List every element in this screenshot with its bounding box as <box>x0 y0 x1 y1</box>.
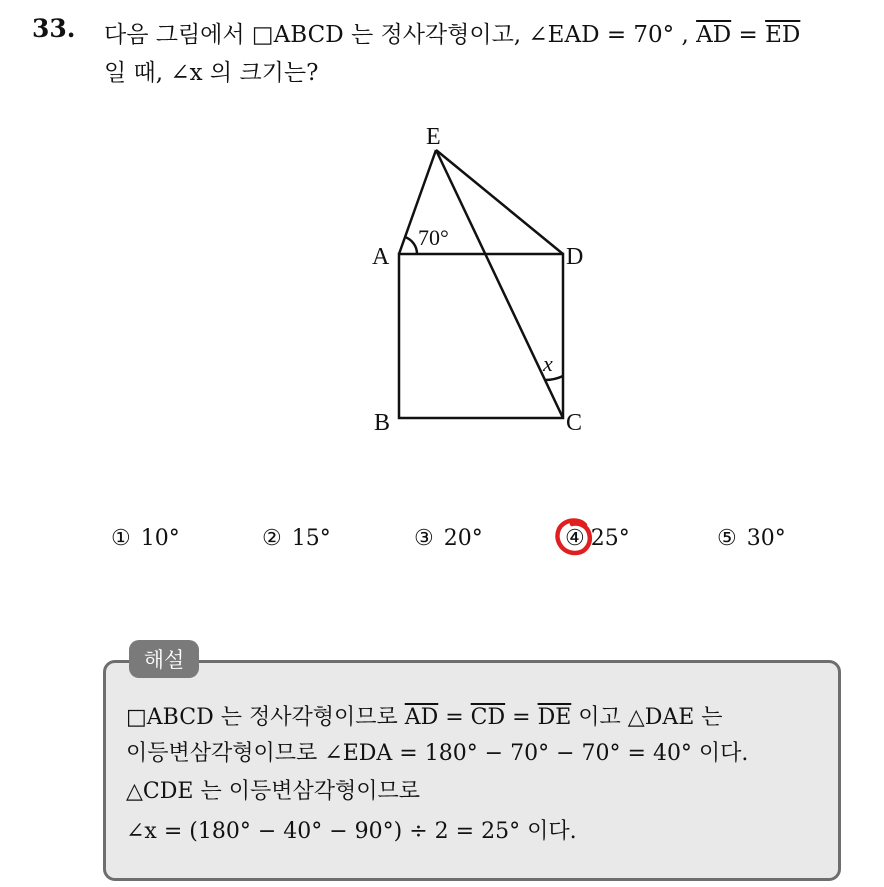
square-abcd <box>399 254 563 418</box>
label-d: D <box>566 244 584 270</box>
choice-1-mark: ① <box>111 526 131 551</box>
solution-line-2: 이등변삼각형이므로 ∠EDA = 180° − 70° − 70° = 40° 이다. <box>126 741 749 766</box>
solution-eq-1: = <box>438 705 471 730</box>
selected-answer-circle-icon <box>555 517 593 557</box>
solution-line-3: △CDE 는 이등변삼각형이므로 <box>126 779 420 804</box>
label-a: A <box>372 244 390 270</box>
choice-2-value: 15° <box>291 526 331 551</box>
question-text-main: 다음 그림에서 □ABCD 는 정사각형이고, ∠EAD = 70° , <box>104 22 697 48</box>
choice-3-value: 20° <box>443 526 483 551</box>
solution-line-1-a: □ABCD 는 정사각형이므로 <box>126 705 405 730</box>
angle-arc-a <box>405 237 417 254</box>
solution-box <box>103 660 841 881</box>
question-text-line2: 일 때, ∠x 의 크기는? <box>104 60 319 86</box>
choice-2[interactable] <box>262 526 331 551</box>
choice-3-mark: ③ <box>414 526 434 551</box>
angle-label-x: x <box>543 351 553 376</box>
choice-2-mark: ② <box>262 526 282 551</box>
choice-4-value: 25° <box>590 526 630 551</box>
label-c: C <box>566 410 583 436</box>
choice-1-value: 10° <box>140 526 180 551</box>
choice-5[interactable] <box>717 526 786 551</box>
segment-ad: $\overline{AD}$ <box>696 22 732 48</box>
segment-ed: $\overline{ED}$ <box>765 22 801 48</box>
angle-label-70: 70° <box>418 225 449 250</box>
choice-3[interactable] <box>414 526 483 551</box>
solution-eq-2: = <box>505 705 538 730</box>
label-e: E <box>426 124 441 150</box>
segment-ed-line <box>436 150 563 254</box>
solution-line-1 <box>126 700 723 731</box>
equals-sign: = <box>731 22 766 48</box>
choice-5-mark: ⑤ <box>717 526 737 551</box>
question-number: 33. <box>32 14 76 43</box>
solution-tag: 해설 <box>129 640 199 678</box>
label-b: B <box>374 410 391 436</box>
solution-line-4: ∠x = (180° − 40° − 90°) ÷ 2 = 25° 이다. <box>126 819 577 844</box>
choice-4-mark: ④ <box>565 526 585 551</box>
choice-5-value: 30° <box>746 526 786 551</box>
solution-segment-ad: $\overline{AD}$ <box>404 705 439 730</box>
angle-arc-c <box>545 376 563 380</box>
segment-ec <box>436 150 563 418</box>
solution-line-1-b: 이고 △DAE 는 <box>571 705 723 730</box>
solution-segment-cd: $\overline{CD}$ <box>470 705 506 730</box>
choice-1[interactable] <box>111 526 180 551</box>
solution-segment-de: $\overline{DE}$ <box>537 705 572 730</box>
